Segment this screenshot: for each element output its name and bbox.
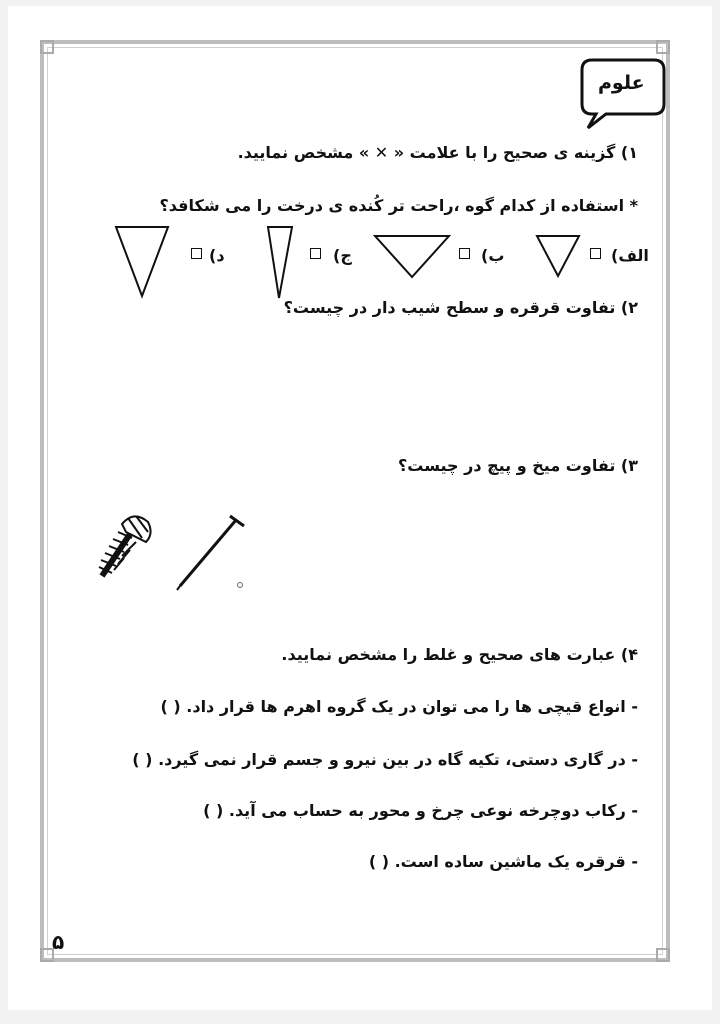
question-4-title: ۴) عبارت های صحیح و غلط را مشخص نمایید. xyxy=(281,645,638,664)
true-false-statement: - انواع قیچی ها را می توان در یک گروه اهرم ها قرار داد. ( ) xyxy=(160,697,638,716)
wedge-alef-icon xyxy=(535,234,581,280)
question-1-prompt: * استفاده از کدام گوه ،راحت تر کُنده ی درخت را می شکافد؟ xyxy=(159,196,638,215)
true-false-statement: - در گاری دستی، تکیه گاه در بین نیرو و جسم قرار نمی گیرد. ( ) xyxy=(132,750,638,769)
option-alef-checkbox[interactable] xyxy=(590,248,601,259)
wedge-dal-icon xyxy=(113,224,171,300)
subject-title: علوم xyxy=(598,72,645,94)
nail-icon xyxy=(172,510,248,592)
wedge-be-icon xyxy=(373,234,451,280)
wedge-jim-icon xyxy=(265,224,295,302)
true-false-statement: - رکاب دوچرخه نوعی چرخ و محور به حساب می آید. ( ) xyxy=(203,801,638,820)
question-3-title: ۳) تفاوت میخ و پیچ در چیست؟ xyxy=(397,456,638,475)
option-be-checkbox[interactable] xyxy=(459,248,470,259)
question-1-title: ۱) گزینه ی صحیح را با علامت « ✕ » مشخص نمایید. xyxy=(237,143,638,162)
border-corner xyxy=(656,948,670,962)
border-corner xyxy=(40,40,54,54)
option-dal-checkbox[interactable] xyxy=(191,248,202,259)
option-alef-label: الف) xyxy=(611,246,649,265)
screw-icon xyxy=(92,508,158,584)
subject-speech-bubble xyxy=(578,56,668,132)
option-be-label: ب) xyxy=(481,246,505,265)
page-number: ۵ xyxy=(52,930,65,954)
true-false-statement: - قرقره یک ماشین ساده است. ( ) xyxy=(368,852,638,871)
question-2-title: ۲) تفاوت قرقره و سطح شیب دار در چیست؟ xyxy=(283,298,638,317)
option-dal-label: د) xyxy=(209,246,225,265)
border-corner xyxy=(656,40,670,54)
option-jim-checkbox[interactable] xyxy=(310,248,321,259)
option-jim-label: ج) xyxy=(333,246,352,265)
